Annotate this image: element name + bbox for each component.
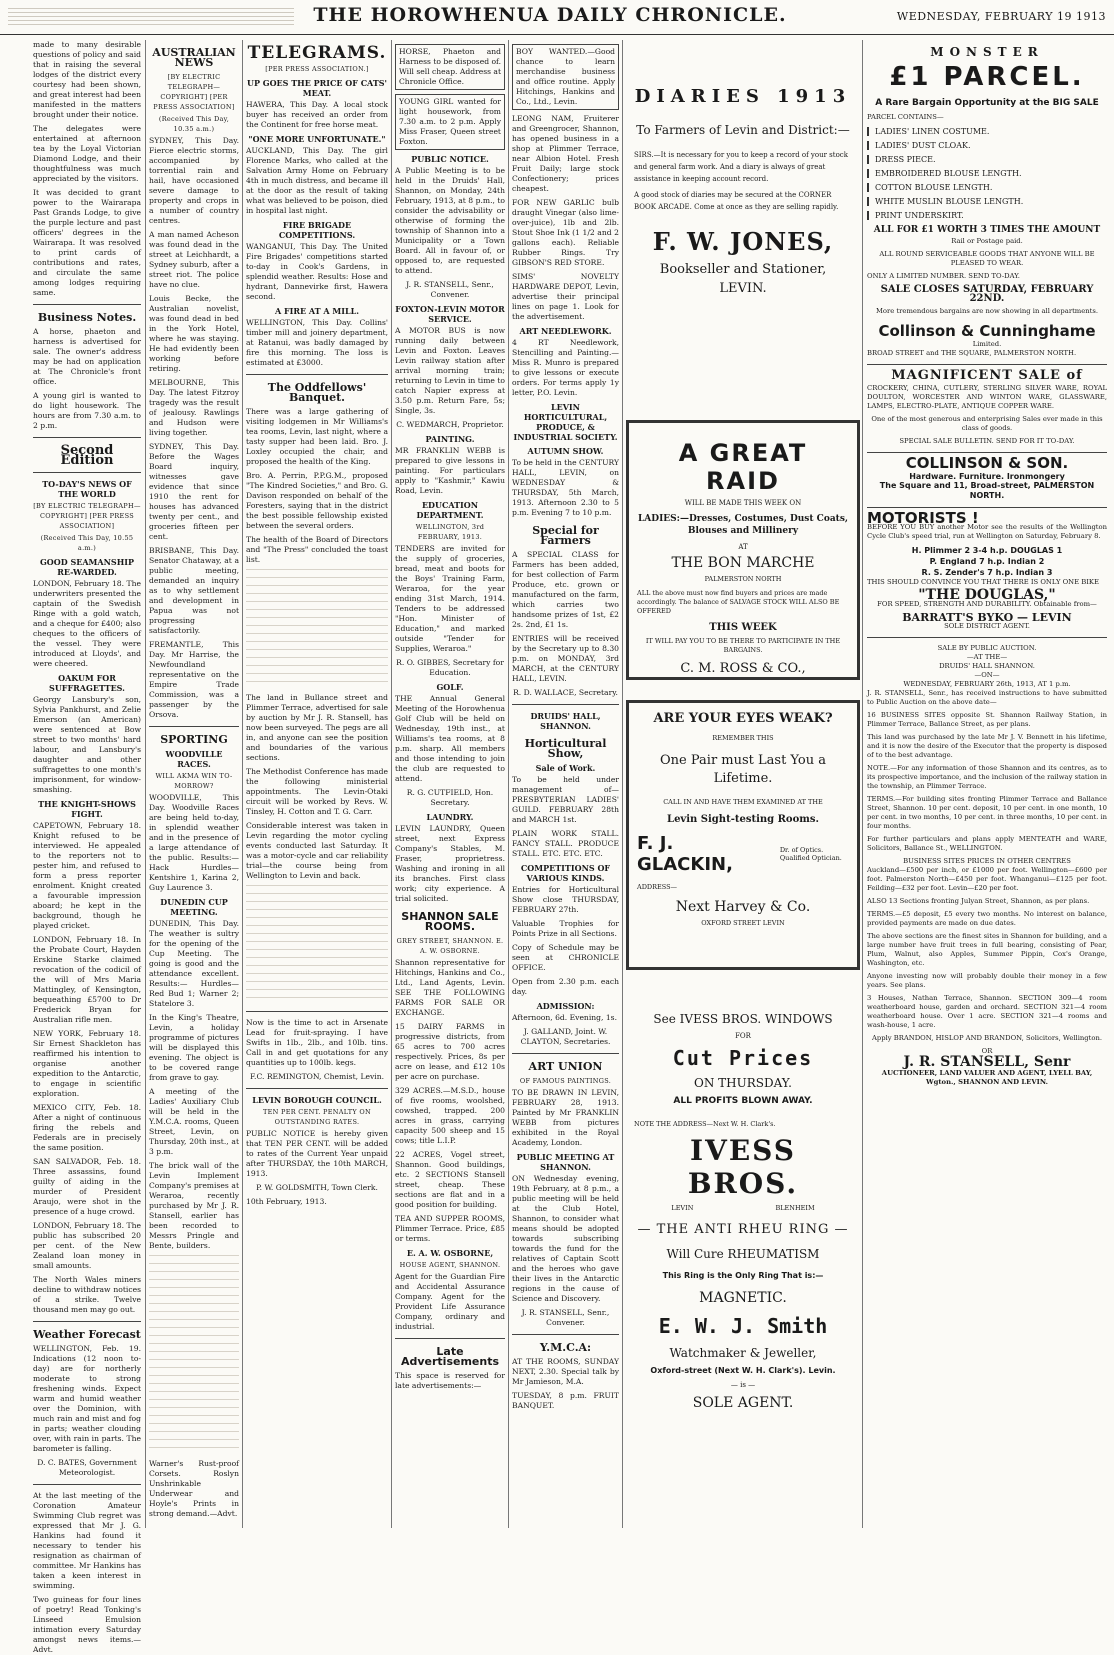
stansell-name: J. R. STANSELL, Senr	[903, 1054, 1071, 1070]
raid-text: ALL the above must now find buyers and prices are made accordingly. The balance of SALVAGE STOCK WILL ALSO BE OFFERED	[637, 589, 840, 615]
ring-is: — is —	[730, 1381, 756, 1389]
ymca-details: AT THE ROOMS, SUNDAY NEXT, 2.30. Special talk by Mr Jamieson, M.A.	[512, 1357, 619, 1386]
golf-notice: THE Annual General Meeting of the Horowhenua Golf Club will be held on Wednesday, 19th inst., at Williams's tea rooms, at 8 p.m. sharp. All members and those intending to join the club are requested to attend.	[395, 694, 505, 783]
column-rule	[622, 40, 623, 1528]
sections-text: Anyone investing now will probably double their money in a few years. See plans.	[867, 972, 1107, 989]
divider	[512, 1053, 619, 1054]
telegrams-heading: TELEGRAMS.	[247, 43, 387, 63]
news-item: In the King's Theatre, Levin, a holiday programme of pictures will be displayed this evening. The object is to be covered range from grave to gay.	[149, 1013, 239, 1082]
eyes-subtitle: One Pair must Last You a Lifetime.	[660, 753, 826, 786]
autumn-show-heading: AUTUMN SHOW.	[527, 446, 604, 456]
news-item: NEW YORK, February 18. Sir Ernest Shackleton has reaffirmed his intention to organise another expedition to the Antarctic, to engage in scientific exploration.	[33, 1029, 141, 1098]
painting-advert: MR FRANKLIN WEBB is prepared to give lessons in painting. For particulars apply to "Kashmir," Kawiu Road, Levin.	[395, 446, 505, 495]
collinson-son-address: The Square and 11, Broad-street, PALMERSTON NORTH.	[879, 481, 1095, 500]
article-paragraph: The land in Bullance street and Plimmer Terrace, advertised for sale by auction by Mr J. R. Stansell, has now been surveyed. The pegs are all in, and anyone can see the position and boundaries of the various sections.	[246, 693, 388, 762]
property-listing: 329 ACRES.—M.S.D., house of five rooms, woolshed, cowshed, trapped. 200 acres in grass, carrying capacity 500 sheep and 15 cows; title L.I.P.	[395, 1086, 505, 1145]
news-item: FREMANTLE, This Day. Mr Harrise, the Newfoundland representative on the Empire Trade Commission, was a passenger by the Orsova.	[149, 640, 239, 719]
news-item: WELLINGTON, This Day. Collins' timber mill and joinery department, at Ratanui, was badly damaged by fire this morning. The loss is estimated at £3000.	[246, 318, 388, 367]
parcel-item: DRESS PIECE.	[867, 155, 1107, 164]
late-advertisements-heading: Late Advertisements	[400, 1345, 500, 1368]
ivess-see: See IVESS BROS. WINDOWS	[653, 1012, 833, 1026]
classified-advert: FOR NEW GARLIC bulb draught Vinegar (also lime-over-juice), 1lb and 2lb. Stout Shoe Ink (1 1/2 and 2 gallons each). Reliable Rubber Rings. Try GIBSON'S RED STORE.	[512, 198, 619, 267]
divider	[512, 1334, 619, 1335]
douglas-heading: "THE DOUGLAS,"	[918, 587, 1056, 603]
raid-subtitle: WILL BE MADE THIS WEEK ON	[684, 499, 802, 507]
dense-text-filler	[246, 569, 388, 689]
ivess-on: ON THURSDAY.	[694, 1076, 792, 1090]
art-union-subheading: OF FAMOUS PAINTINGS.	[519, 1077, 612, 1085]
dense-text-filler	[246, 885, 388, 1005]
ring-seller: E. W. J. Smith	[658, 1314, 828, 1338]
news-item: HAWERA, This Day. A local stock buyer has received an order from the Continent for free horse meat.	[246, 100, 388, 129]
chemist-signature: F.C. REMINGTON, Chemist, Levin.	[249, 1072, 385, 1081]
parcel-item: WHITE MUSLIN BLOUSE LENGTH.	[867, 197, 1107, 206]
news-item: DUNEDIN, This Day. The weather is sultry for the opening of the Cup Meeting. The going is good and the attendance excellent. Results:— Hurdles—Red Bud 1; Warner 2; Statelore 3.	[149, 919, 239, 1008]
parcel-goods: ALL ROUND SERVICEABLE GOODS THAT ANYONE WILL BE PLEASED TO WEAR.	[879, 250, 1095, 267]
special-farmers-text: A SPECIAL CLASS for Farmers has been added, for best collection of Farm Produce, etc. grown or manufactured on the farm, which carries two handsome prizes of 1st, £2 2s. 2nd, £1 1s.	[512, 550, 619, 629]
shannon-sale-rooms-address: GREY STREET, SHANNON. E. A. W. OSBORNE.	[396, 937, 504, 955]
news-subheading: WOODVILLE RACES.	[165, 749, 223, 769]
divider	[512, 704, 619, 705]
admission-heading: ADMISSION:	[536, 1001, 595, 1011]
schedule-text: Copy of Schedule may be seen at CHRONICLE OFFICE.	[512, 943, 619, 972]
column-4	[392, 40, 508, 1528]
auction-text: This land was purchased by the late Mr J. V. Bennett in his lifetime, and it is now the desire of the Executor that the property is disposed of to the best advantage.	[867, 733, 1107, 759]
optician-address: Next Harvey & Co.	[675, 899, 811, 915]
parcel-heading: £1 PARCEL.	[889, 62, 1085, 92]
ring-title: — THE ANTI RHEU RING —	[637, 1222, 849, 1237]
optician-street: OXFORD STREET LEVIN	[701, 919, 785, 927]
property-listing: 15 DAIRY FARMS in progressive districts, from 65 acres to 700 acres respectively. Prices, 8s per acre on lease, and £12 10s per acre on purchase.	[395, 1022, 505, 1081]
public-meeting-text: ON Wednesday evening, 19th February, at 8 p.m., a public meeting will be held at the Club Hotel, Shannon, to consider what means should be adopted towards subscribing towards the fund for the relatives of Captain Scott and the heroes who gave their lives in the Antarctic regions in the cause of Science and Discovery.	[512, 1174, 619, 1303]
sale-bulletin: SPECIAL SALE BULLETIN. SEND FOR IT TO-DAY.	[899, 437, 1075, 445]
motorists-heading: MOTORISTS !	[867, 509, 979, 527]
ivess-towns: LEVIN BLENHEIM	[671, 1204, 815, 1212]
druids-hall-heading: DRUIDS' HALL, SHANNON.	[530, 711, 601, 731]
collinson-son-trades: Hardware. Furniture. Ironmongery	[909, 472, 1065, 481]
auction-at: —AT THE—	[966, 653, 1008, 661]
parcel-contains: PARCEL CONTAINS—	[867, 113, 944, 121]
divider	[33, 1484, 141, 1485]
news-item: BRISBANE, This Day. Senator Chataway, at a public meeting, demanded an inquiry as to why settlement and development in Papua was not progressing satisfactorily.	[149, 546, 239, 635]
shannon-sale-rooms-text: Shannon representative for Hitchings, Hankins and Co., Ltd., Land Agents, Levin. SEE THE FOLLOWING FARMS FOR SALE OR EXCHANGE.	[395, 958, 505, 1017]
article-paragraph: The Methodist Conference has made the following ministerial appointments. The Levin-Otaki circuit will be worked by Revs. W. Tinsley, H. Cotton and T. G. Carr.	[246, 767, 388, 816]
public-meeting-heading: PUBLIC MEETING AT SHANNON.	[516, 1152, 615, 1172]
received-time: (Received This Day, 10.55 a.m.)	[40, 534, 134, 552]
proprietor-signature: C. WEDMARCH, Proprietor.	[396, 420, 504, 429]
auction-text: J. R. STANSELL, Senr., has received instructions to have submitted to Public Auction on the above date—	[867, 689, 1107, 706]
barratt-byko: BARRATT'S BYKO — LEVIN	[902, 611, 1072, 624]
eyes-title: ARE YOUR EYES WEAK?	[653, 711, 833, 726]
douglas-subheading: FOR SPEED, STRENGTH AND DURABILITY. Obtainable from—	[877, 600, 1097, 608]
admission-prices: Afternoon, 6d. Evening, 1s.	[512, 1013, 617, 1022]
second-edition-heading: Second Edition	[60, 443, 114, 468]
divider	[33, 1321, 141, 1322]
parcel-item: LADIES' DUST CLOAK.	[867, 141, 1107, 150]
collinson-cunninghame: Collinson & Cunninghame	[878, 322, 1096, 340]
column-rule	[862, 40, 863, 1528]
secretary-signature: R. D. WALLACE, Secretary.	[513, 688, 618, 697]
art-needlework-advert: 4 RT Needlework, Stencilling and Painting.—Miss R. Munro is prepared to give lessons or execute orders. For terms apply 1y letter, P.O. Levin.	[512, 338, 619, 397]
article-paragraph: Bro. A. Perrin, P.P.G.M., proposed "The Kindred Societies," and Bro. G. Davison responded on behalf of the Foresters, saying that in the district the best possible fellowship existed between the several orders.	[246, 471, 388, 530]
sections-terms: TERMS.—£5 deposit, £5 every two months. No interest on balance, provided payments are made on due dates.	[867, 910, 1107, 927]
collinson-address: BROAD STREET and THE SQUARE, PALMERSTON NORTH.	[867, 349, 1077, 357]
special-farmers-heading: Special for Farmers	[532, 524, 599, 547]
parcel-limited: ONLY A LIMITED NUMBER. SEND TO-DAY.	[867, 272, 1020, 280]
ymca-heading: Y.M.C.A:	[539, 1341, 592, 1354]
parcel-postage: Rail or Postage paid.	[951, 237, 1023, 245]
sale-note: One of the most generous and enterprising Sales ever made in this class of goods.	[871, 415, 1103, 432]
news-subheading: UP GOES THE PRICE OF CATS' MEAT.	[246, 78, 388, 98]
world-news-heading: TO-DAY'S NEWS OF THE WORLD	[42, 479, 132, 499]
issue-date: WEDNESDAY, FEBRUARY 19 1913	[896, 10, 1106, 23]
wire-credit: [PER PRESS ASSOCIATION.]	[265, 65, 369, 73]
article-paragraph: A horse, phaeton and harness is advertised for sale. The owner's address may be had on application at The Chronicle's front office.	[33, 327, 141, 386]
news-item: A man named Acheson was found dead in the street at Leichhardt, a Sydney suburb, after a street riot. The police have no clue.	[149, 230, 239, 289]
sections-text: ALSO 13 Sections fronting Julyan Street, Shannon, as per plans.	[867, 897, 1090, 905]
parcel-item: PRINT UNDERSKIRT.	[867, 211, 1107, 220]
ring-magnetic: MAGNETIC.	[699, 1290, 787, 1306]
ring-text: This Ring is the Only Ring That is:—	[662, 1271, 824, 1280]
meteorologist-signature: D. C. BATES, Government Meteorologist.	[37, 1458, 137, 1477]
property-listing: TEA AND SUPPER ROOMS, Plimmer Terrace. Price, £85 or terms.	[395, 1214, 505, 1243]
painting-heading: PAINTING.	[425, 434, 475, 444]
entries-notice: ENTRIES will be received by the Secretary up to 8.30 p.m. on MONDAY, 3rd MARCH, at the CENTURY HALL, LEVIN.	[512, 634, 619, 683]
news-subheading: GOOD SEAMANSHIP RE-WARDED.	[39, 557, 135, 577]
weather-heading: Weather Forecast	[33, 1328, 141, 1341]
public-notice-heading: PUBLIC NOTICE.	[411, 154, 489, 164]
speed-trial-result: H. Plimmer 2 3-4 h.p. DOUGLAS 1	[911, 546, 1063, 555]
autumn-show-details: To be held in the CENTURY HALL, LEVIN, on WEDNESDAY & THURSDAY, 5th March, 1913. Afternoon 2.30 to 5 p.m. Evening 7 to 10 p.m.	[512, 458, 619, 517]
ivess-advert	[626, 1000, 860, 1212]
article-paragraph: The delegates were entertained at afternoon tea by the Loyal Victorian Diamond Lodge, and their thoughtfulness was much appreciated by the visitors.	[33, 124, 141, 183]
horticultural-show-heading: Horticultural Show,	[524, 737, 607, 760]
sale-of-work-details: To be held under management of— PRESBYTERIAN LADIES' GUILD. FEBRUARY 28th and MARCH 1st.	[512, 775, 619, 824]
eyes-remember: REMEMBER THIS	[712, 734, 774, 742]
news-item: LONDON, February 18. The public has subscribed 20 per cent. of the New Zealand loan money in small amounts.	[33, 1221, 141, 1270]
article-paragraph: The health of the Board of Directors and "The Press" concluded the toast list.	[246, 535, 388, 564]
joint-secretaries: J. GALLAND, Joint. W. CLAYTON, Secretaries.	[520, 1027, 611, 1046]
news-item: Louis Becke, the Australian novelist, was found dead in bed in the York Hotel, where he was staying. He had evidently been working before retiring.	[149, 294, 239, 373]
osborne-heading: E. A. W. OSBORNE,	[406, 1248, 494, 1258]
ring-cures: Will Cure RHEUMATISM	[666, 1247, 820, 1261]
news-item: MEXICO CITY, Feb. 18. After a night of continuous firing the rebels and Federals are in precisely the same position.	[33, 1103, 141, 1152]
competitions-text: Entries for Horticultural Show close THURSDAY, FEBRUARY 27th.	[512, 885, 619, 914]
news-item: SYDNEY, This Day. Fierce electric storms, accompanied by torrential rain and hail, have occasioned severe damage to property and crops in a number of country centres.	[149, 136, 239, 225]
ivess-for: FOR	[735, 1032, 751, 1040]
column-3	[243, 40, 391, 1528]
oddfellows-heading: The Oddfellows' Banquet.	[267, 381, 367, 404]
cut-prices: Cut Prices	[672, 1046, 814, 1070]
ivess-profits: ALL PROFITS BLOWN AWAY.	[673, 1096, 813, 1106]
news-item: WOODVILLE, This Day. Woodville Races are being held to-day, in splendid weather and in the presence of a large attendance of the public. Results:— Hack Hurdles—Kentshire 1, Karina 2, Guy Laurence 3.	[149, 793, 239, 892]
convener-signature: J. R. STANSELL, Senr., Convener.	[521, 1308, 610, 1327]
news-subheading: A FIRE AT A MILL.	[274, 306, 360, 316]
osborne-advert: Agent for the Guardian Fire and Accidental Assurance Company. Agent for the Provident Life Assurance Company, ordinary and industrial.	[395, 1272, 505, 1331]
auction-date: WEDNESDAY, FEBRUARY 26th, 1913, AT 1 p.m.	[903, 680, 1071, 688]
ring-street: Oxford-street (Next W. H. Clark's). Levin.	[650, 1366, 836, 1375]
sale-closes: SALE CLOSES SATURDAY, FEBRUARY 22ND.	[880, 284, 1094, 304]
stansell-subtitle: AUCTIONEER, LAND VALUER AND AGENT, LYELL BAY, Wgton., SHANNON AND LEVIN.	[881, 1069, 1093, 1086]
news-subheading: THE KNIGHT-SHOWS FIGHT.	[38, 799, 136, 819]
news-item: LONDON, February 18. The underwriters presented the captain of the Swedish Ringe with a gold watch, and a cheque for £400; also cheques to the officers of the vessel. They were introduced at Lloyds', and were cheered.	[33, 579, 141, 668]
convener-signature: J. R. STANSELL, Senr., Convener.	[406, 280, 494, 299]
divider	[867, 507, 1107, 508]
divider	[33, 437, 141, 438]
raid-at: AT	[738, 543, 748, 551]
stalls-list: PLAIN WORK STALL. FANCY STALL. PRODUCE STALL. ETC. ETC. ETC.	[512, 829, 619, 858]
divider	[867, 364, 1107, 365]
public-notice: A Public Meeting is to be held in the Druids' Hall, Shannon, on Monday, 24th February, 1913, at 8 p.m., to consider the advisability or otherwise of forming the township of Shannon into a Municipality or a Town Board. All in favour of, or opposed to, are requested to attend.	[395, 166, 505, 275]
wire-credit: [BY ELECTRIC TELEGRAPH—COPYRIGHT] [PER PRESS ASSOCIATION]	[153, 73, 235, 111]
chemist-advert: Now is the time to act in Arsenate Lead for fruit-spraying. I have Swifts in 1lb., 2lb., and 10lb. tins. Call in and get quotations for any quantities up to 100lb. kegs.	[246, 1018, 388, 1067]
speed-trial-result: R. S. Zender's 7 h.p. Indian 3	[921, 568, 1053, 577]
education-date: WELLINGTON, 3rd FEBRUARY, 1913.	[415, 523, 485, 541]
divider	[33, 304, 141, 305]
divider	[149, 726, 239, 727]
sole-agent: SOLE AGENT.	[692, 1395, 794, 1411]
jones-trade: Bookseller and Stationer,	[659, 262, 827, 277]
masthead	[0, 0, 1114, 35]
business-notes-heading: Business Notes.	[37, 311, 137, 324]
auction-lots: 16 BUSINESS SITES opposite St. Shannon Railway Station, in Plimmer Terrace, Ballance Street, as per plans.	[867, 711, 1107, 728]
motorists-text: BEFORE YOU BUY another Motor see the results of the Wellington Cycle Club's speed trial, run at Wellington on Saturday, February 8.	[867, 523, 1107, 540]
art-needlework-heading: ART NEEDLEWORK.	[519, 326, 612, 336]
auction-heading: SALE BY PUBLIC AUCTION.	[937, 644, 1037, 652]
horticultural-society-heading: LEVIN HORTICULTURAL, PRODUCE, & INDUSTRIAL SOCIETY.	[513, 402, 618, 442]
diaries-advert	[626, 44, 860, 394]
golf-heading: GOLF.	[436, 682, 464, 692]
or-separator: OR	[981, 1047, 993, 1055]
more-bargains: More tremendous bargains are now showing in all departments.	[875, 307, 1099, 315]
monster-heading: MONSTER	[930, 45, 1044, 59]
diaries-text: SIRS.—It is necessary for you to keep a record of your stock and general farm work. And a diary is always of great assistance in keeping account record.	[634, 151, 848, 183]
classified-advert: BOY WANTED.—Good chance to learn merchandise business and office routine. Apply Hitchings, Hankins and Co., Ltd., Levin.	[512, 44, 619, 110]
town-clerk-signature: P. W. GOLDSMITH, Town Clerk.	[256, 1183, 378, 1192]
auction-on: —ON—	[974, 671, 1000, 679]
news-item: LONDON, February 18. In the Probate Court, Hayden Erskine Starke claimed revocation of the codicil of the will of Mrs Maria Mattingley, of Kensington, bequeathing £5700 to Dr Frederick Bryan for Australian rifle men.	[33, 935, 141, 1024]
borough-council-subheading: TEN PER CENT. PENALTY ON OUTSTANDING RATES.	[262, 1108, 372, 1126]
optician-name: F. J. GLACKIN,	[637, 833, 733, 875]
art-union-details: TO BE DRAWN IN LEVIN, FEBRUARY 28, 1913. Painted by Mr FRANKLIN WEBB from pictures exhibited in the Royal Academy, London.	[512, 1088, 619, 1147]
trophies-text: Valuable Trophies for Points Prize in all Sections.	[512, 919, 619, 938]
news-item: SYDNEY, This Day. Before the Wages Board inquiry, witnesses gave evidence that since 1910 the rent for houses has advanced twenty per cent., and groceries fifteen per cent.	[149, 442, 239, 541]
news-item: AUCKLAND, This Day. The girl Florence Marks, who called at the Salvation Army Home on February 4th in much distress, and became ill at the door as the result of taking what was believed to be poison, died in hospital last night.	[246, 146, 388, 215]
late-advertisements-note: This space is reserved for late advertisements:—	[395, 1371, 505, 1390]
diaries-text: A good stock of diaries may be secured at the CORNER BOOK ARCADE. Come at once as they are selling rapidly.	[634, 191, 839, 211]
borough-notice: PUBLIC NOTICE is hereby given that TEN PER CENT. will be added to rates of the Current Year unpaid after THURSDAY, the 10th MARCH, 1913.	[246, 1129, 388, 1178]
advert-paragraph: Two guineas for four lines of poetry! Read Tonking's Linseed Emulsion intimation every Saturday amongst news items.—Advt.	[33, 1595, 141, 1654]
news-subheading: OAKUM FOR SUFFRAGETTES.	[49, 673, 125, 693]
classified-advert: YOUNG GIRL wanted for light housework, from 7.30 a.m. to 2 p.m. Apply Miss Fraser, Queen street Foxton.	[395, 94, 505, 150]
wire-credit: [BY ELECTRIC TELEGRAPH—COPYRIGHT] [PER PRESS ASSOCIATION]	[33, 502, 141, 530]
news-subheading: DUNEDIN CUP MEETING.	[160, 897, 228, 917]
article-paragraph: It was decided to grant power to the Wairarapa Past Grands Lodge, to give the purple lecture and past officers' degrees in the Wairarapa. It was resolved to print cards of contributions and rates, and circulate the same among lodges requiring same.	[33, 188, 141, 297]
news-subheading: FIRE BRIGADE COMPETITIONS.	[278, 220, 356, 240]
magnificent-sale-heading: MAGNIFICENT SALE of	[891, 368, 1083, 383]
article-paragraph: At the last meeting of the Coronation Amateur Swimming Club regret was expressed that Mr J. G. Hankins had found it necessary to tender his resignation as chairman of committee. Mr Hankins has taken a keen interest in swimming.	[33, 1491, 141, 1590]
news-item: The North Wales miners decline to withdraw notices of a strike. Twelve thousand men may go out.	[33, 1275, 141, 1314]
auction-apply: For further particulars and plans apply MENTEATH and WARE, Solicitors, Ballance St., WELLINGTON.	[867, 835, 1107, 852]
news-item: A meeting of the Ladies' Auxiliary Club will be held in the Y.M.C.A. rooms, Queen Street, Levin, on Thursday, 20th inst., at 3 p.m.	[149, 1087, 239, 1156]
dense-text-filler	[149, 1255, 239, 1455]
weather-report: WELLINGTON, Feb. 19. Indications (12 noon to-day) are for northerly moderate to strong freshening winds. Expect warm and humid weather over the Dominion, with much rain and mist and fog in parts; weather clouding over, with rain in parts. The barometer is falling.	[33, 1344, 141, 1453]
eyes-call: CALL IN AND HAVE THEM EXAMINED AT THE	[663, 798, 823, 806]
australian-news-heading: AUSTRALIAN NEWS	[152, 46, 236, 69]
classified-advert: LEONG NAM, Fruiterer and Greengrocer, Shannon, has opened business in a shop at Plimmer Terrace, near Albion Hotel. Fresh Fruit Daily; large stock Confectionery; prices cheapest.	[512, 114, 619, 193]
raid-text: IT WILL PAY YOU TO BE THERE TO PARTICIPATE IN THE BARGAINS.	[645, 637, 841, 654]
collinson-limited: Limited.	[972, 340, 1002, 348]
divider	[246, 374, 388, 375]
parcel-item: COTTON BLOUSE LENGTH.	[867, 183, 1107, 192]
classified-advert: HORSE, Phaeton and Harness to be disposed of. Will sell cheap. Address at Chronicle Office.	[395, 44, 505, 90]
optician-row	[637, 833, 849, 875]
sale-items: CROCKERY, CHINA, CUTLERY, STERLING SILVER WARE, ROYAL DOULTON, WORCESTER AND WINTON WARE, GLASSWARE, LAMPS, ELECTRO-PLATE, ANTIQUE COPPER WARE.	[867, 384, 1107, 410]
notice-date: 10th February, 1913.	[246, 1197, 327, 1206]
art-union-heading: ART UNION	[528, 1060, 603, 1073]
great-raid-advert	[626, 420, 860, 680]
collinson-son: COLLINSON & SON.	[905, 454, 1069, 472]
anti-rheu-ring-advert	[626, 1200, 860, 1528]
houses-text: 3 Houses, Nathan Terrace, Shannon. SECTION 309—4 room weatherboard house, garden and orchard. SECTION 321—4 room weatherboard house. Over 1 acre. SECTION 321—4 rooms and wash-house, 1 acre.	[867, 994, 1107, 1029]
parcel-price: ALL FOR £1 WORTH 3 TIMES THE AMOUNT	[873, 225, 1101, 235]
raid-items: LADIES:—Dresses, Costumes, Dust Coats, Blouses and Millinery	[637, 514, 849, 536]
site-prices: Auckland—£500 per inch, or £1000 per foot. Wellington—£600 per foot. Palmerston North—£450 per foot. Whanganui—£125 per foot. Feilding—£32 per foot. Levin—£20 per foot.	[867, 866, 1107, 892]
news-subheading: WILL AKMA WIN TO-MORROW?	[155, 772, 233, 790]
newspaper-title: THE HOROWHENUA DAILY CHRONICLE.	[313, 4, 787, 26]
jones-name: F. W. JONES,	[652, 227, 834, 256]
news-item: The brick wall of the Levin Implement Company's premises at Weraroa, recently purchased by Mr J. R. Stansell, earlier has been recorded to Messrs Pringle and Bente, builders.	[149, 1161, 239, 1250]
jones-town: LEVIN.	[719, 281, 767, 296]
divider	[395, 1338, 505, 1339]
osborne-subheading: HOUSE AGENT, SHANNON.	[399, 1261, 501, 1269]
divider	[246, 1088, 388, 1089]
news-item: CAPETOWN, February 18. Knight refused to be interviewed. He appealed to the reporters not to pester him, and refused to form a press reporter enrolment. Knight created a favourable impression aboard; he kept in the background, though he played cricket.	[33, 821, 141, 930]
speed-trial-result: P. England 7 h.p. Indian 2	[929, 557, 1045, 566]
divider	[867, 637, 1107, 638]
raid-title: A GREAT RAID	[678, 439, 808, 495]
laundry-heading: LAUNDRY.	[426, 812, 474, 822]
classified-advert: SIMS' NOVELTY HARDWARE DEPOT, Levin, advertise their principal lines on page 1. Look for the advertisement.	[512, 272, 619, 321]
parcel-item: EMBROIDERED BLOUSE LENGTH.	[867, 169, 1107, 178]
laundry-advert: LEVIN LAUNDRY, Queen street, next Express Company's Stables, M. Fraser, proprietress. Washing and ironing in all its branches. First class work; city experience. A trial solicited.	[395, 824, 505, 903]
news-item: Georgy Lansbury's son, Sylvia Pankhurst, and Zelie Emerson (an American) were sentenced at Bow street to two months' hard labour, and Lansbury's daughter and other suffragettes to one month's imprisonment, for window-smashing.	[33, 695, 141, 794]
tender-notice: TENDERS are invited for the supply of groceries, bread, meat and boots for the Boys' Training Farm, Weraroa, for the year ending 31st March, 1914. Tenders to be addressed "Hon. Minister of Education," and marked outside "Tender for Supplies, Weraroa."	[395, 544, 505, 653]
eyes-advert	[626, 700, 860, 970]
address-label: ADDRESS—	[637, 883, 678, 891]
site-prices-heading: BUSINESS SITES PRICES IN OTHER CENTRES	[903, 857, 1071, 865]
raid-shop: THE BON MARCHE	[671, 555, 815, 571]
property-listing: 22 ACRES, Vogel street, Shannon. Good buildings, etc. 2 SECTIONS Stansell street, cheap. These sections are flat and in a good position for building.	[395, 1150, 505, 1209]
column-2	[146, 40, 242, 1528]
column-7	[864, 40, 1110, 1528]
news-item: SAN SALVADOR, Feb. 18. Three assassins, found guilty of aiding in the murder of President Araujo, were shot in the presence of a huge crowd.	[33, 1157, 141, 1216]
ivess-name: IVESS BROS.	[687, 1134, 799, 1200]
sale-of-work-heading: Sale of Work.	[535, 763, 596, 773]
motor-service-advert: A MOTOR BUS is now running daily between Levin and Foxton. Leaves Levin railway station after arrival morning train; returning to Levin in time to catch Napier express at 3.50 p.m. Return Fare, 5s; Single, 3s.	[395, 326, 505, 415]
motorists-text: THIS SHOULD CONVINCE YOU THAT THERE IS ONLY ONE BIKE	[867, 578, 1099, 586]
ring-trade: Watchmaker & Jeweller,	[669, 1346, 817, 1360]
column-5	[509, 40, 622, 1528]
opening-hours: Open from 2.30 p.m. each day.	[512, 977, 619, 996]
article-paragraph: There was a large gathering of visiting lodgemen in Mr Williams's tea rooms, Levin, last night, where a tasty supper had been laid. Bro. J. Loxley occupied the chair, and proposed the health of the King.	[246, 407, 388, 466]
divider	[867, 452, 1107, 453]
auction-terms: TERMS.—For building sites fronting Plimmer Terrace and Ballance Street, Shannon. 10 per cent. deposit, 10 per cent. in one month, 10 per cent. in two months, 10 per cent. in three months, 10 per cent. in four months.	[867, 795, 1107, 830]
article-paragraph: Considerable interest was taken in Levin regarding the motor cycling events conducted last Saturday. It was a motor-cycle and car reliability trial—the course being from Wellington to Levin and back.	[246, 821, 388, 880]
parcel-item: LADIES' LINEN COSTUME.	[867, 127, 1107, 136]
borough-council-heading: LEVIN BOROUGH COUNCIL.	[252, 1095, 382, 1105]
sections-text: The above sections are the finest sites in Shannon for building, and a large number have fruit trees in full bearing, consisting of Pear, Plum, Walnut, also Apples, Summer Pippin, Cox's Orange, Washington, etc.	[867, 932, 1107, 967]
eyes-rooms: Levin Sight-testing Rooms.	[667, 814, 819, 825]
news-subheading: "ONE MORE UNFORTUNATE."	[248, 134, 386, 144]
golf-signature: R. G. CUTFIELD, Hon. Secretary.	[406, 788, 494, 807]
divider	[33, 472, 141, 473]
motor-service-heading: FOXTON-LEVIN MOTOR SERVICE.	[395, 304, 505, 324]
optician-qualification: Dr. of Optics. Qualified Optician.	[779, 846, 842, 862]
divider	[246, 1011, 388, 1012]
bargain-heading: A Rare Bargain Opportunity at the BIG SALE	[875, 98, 1099, 108]
raid-town: PALMERSTON NORTH	[704, 575, 782, 583]
column-1	[30, 40, 144, 1654]
news-item: WANGANUI, This Day. The United Fire Brigades' competitions started to-day in Cook's Gardens, in splendid weather. Results: Hose and hydrant, Dannevirke first, Hawera second.	[246, 242, 388, 301]
raid-week: THIS WEEK	[709, 622, 777, 633]
shannon-sale-rooms-heading: SHANNON SALE ROOMS.	[401, 910, 499, 933]
article-paragraph: made to many desirable questions of policy and said that in raising the several lodges of the district every courtesy had been shown, and great interest had been manifested in the matters brought under their notice.	[33, 40, 141, 119]
ivess-note: NOTE THE ADDRESS—Next W. H. Clark's.	[634, 1120, 776, 1128]
barratt-agent: SOLE DISTRICT AGENT.	[944, 622, 1030, 630]
houses-apply: Apply BRANDON, HISLOP AND BRANDON, Solicitors, Wellington.	[871, 1034, 1102, 1042]
article-paragraph: A young girl is wanted to do light housework. The hours are from 7.30 a.m. to 2 p.m.	[33, 391, 141, 430]
raid-firm: C. M. ROSS & CO.,	[680, 661, 806, 676]
fruit-banquet: TUESDAY, 8 p.m. FRUIT BANQUET.	[512, 1391, 619, 1410]
competitions-heading: COMPETITIONS OF VARIOUS KINDS.	[520, 863, 611, 883]
diaries-subtitle: To Farmers of Levin and District:—	[636, 123, 850, 137]
auction-note: NOTE.—For any information of those Shannon and its centres, as to its prospective importance, and the inclusion of the railway station in the township, an Plimmer Terrace.	[867, 764, 1107, 790]
diaries-title: DIARIES 1913	[634, 86, 852, 107]
sporting-heading: SPORTING	[160, 733, 228, 746]
auction-hall: DRUIDS' HALL SHANNON.	[939, 662, 1035, 670]
education-heading: EDUCATION DEPARTMENT.	[416, 500, 484, 520]
masthead-left-filler	[8, 6, 294, 28]
received-time: (Received This Day, 10.35 a.m.)	[158, 115, 230, 133]
education-signature: R. O. GIBBES, Secretary for Education.	[396, 658, 504, 677]
news-item: MELBOURNE, This Day. The latest Fitzroy tragedy was the result of jealousy. Rawlings and Hudson were living together.	[149, 378, 239, 437]
advert-paragraph: Warner's Rust-proof Corsets. Roslyn Unshrinkable Underwear and Hoyle's Prints in strong demand.—Advt.	[149, 1459, 239, 1518]
